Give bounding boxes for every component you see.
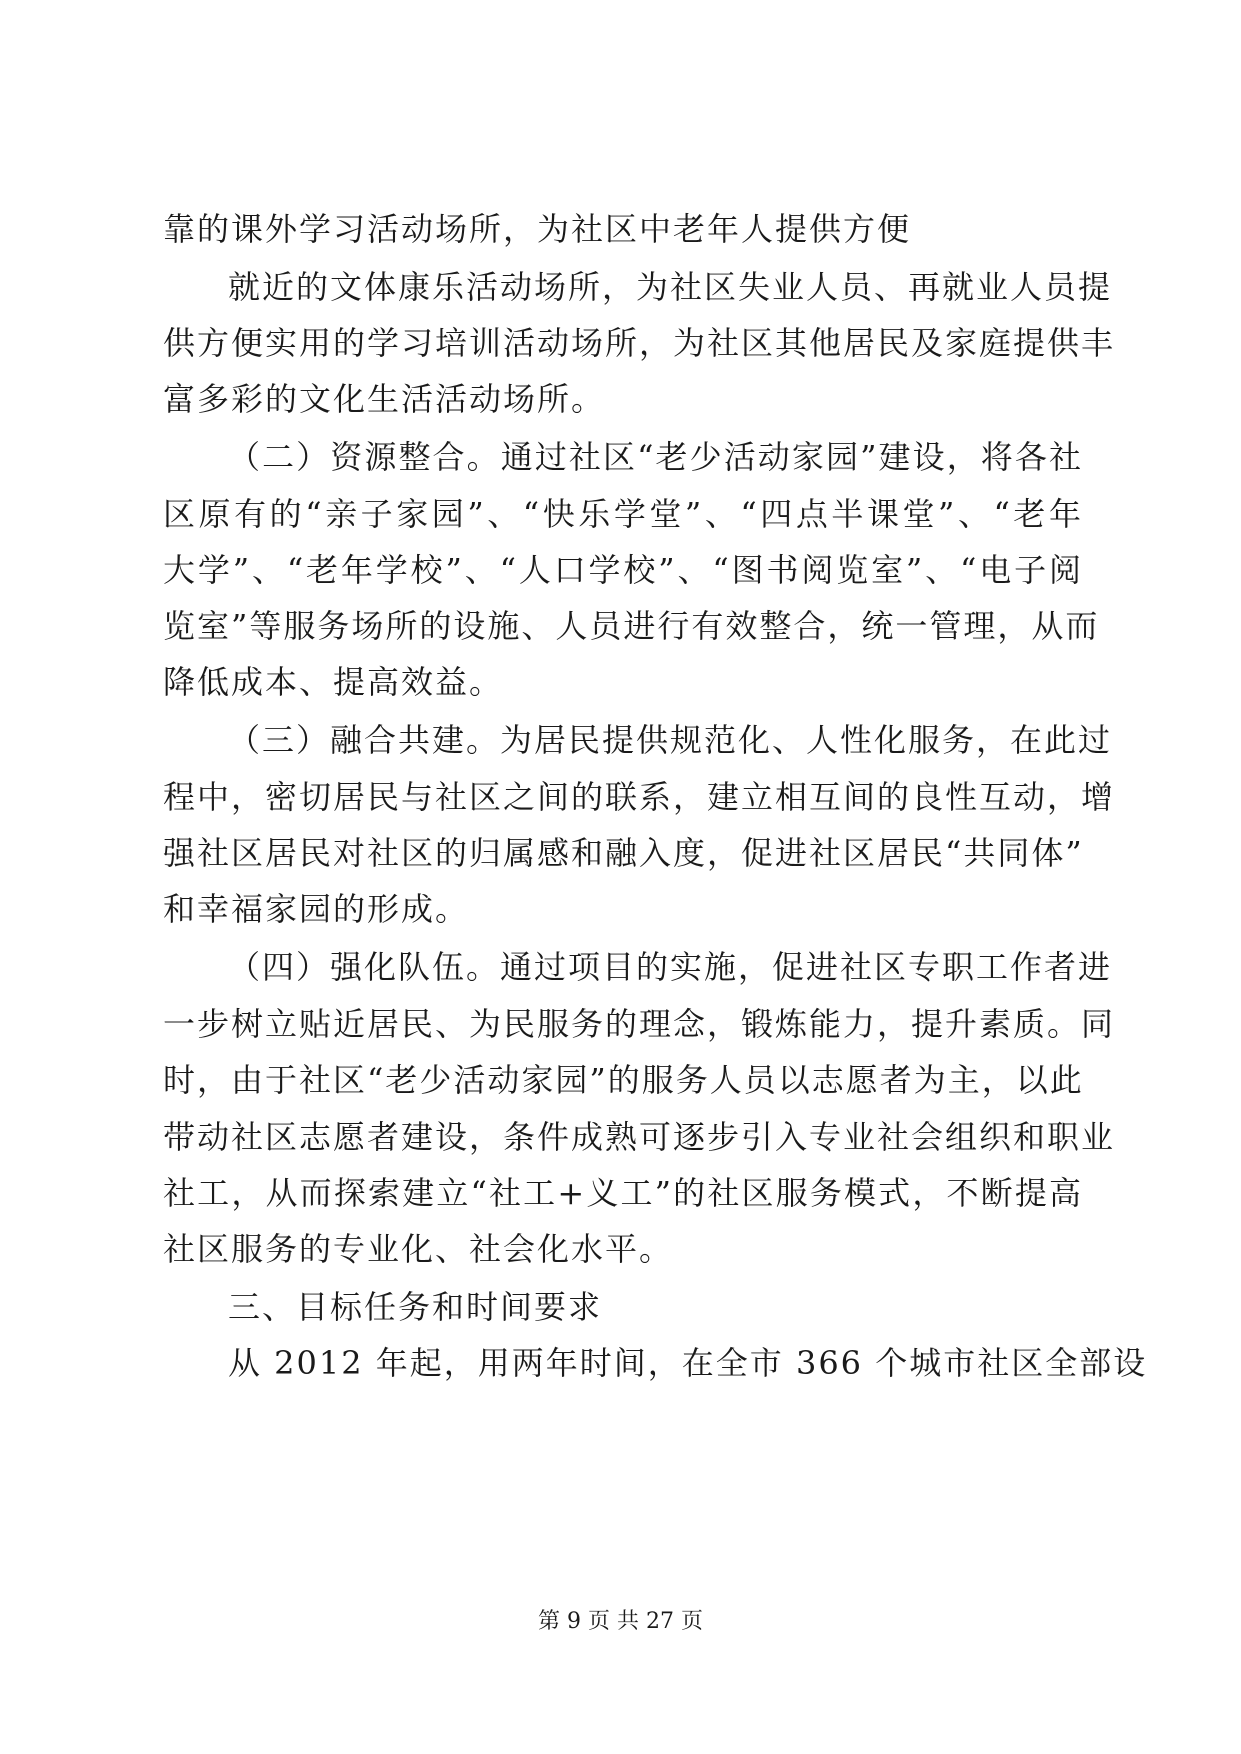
text-line: 富多彩的文化生活活动场所。 [163, 380, 606, 418]
text-line: （三）融合共建。为居民提供规范化、人性化服务，在此过 [228, 721, 1113, 759]
text-line: （二）资源整合。通过社区“老少活动家园”建设，将各社 [228, 438, 1083, 476]
text-line: 从 2012 年起，用两年时间，在全市 366 个城市社区全部设 [228, 1344, 1148, 1382]
text-line: 社工，从而探索建立“社工+义工”的社区服务模式，不断提高 [163, 1174, 1083, 1212]
section-heading: 三、目标任务和时间要求 [228, 1288, 603, 1326]
text-line: 带动社区志愿者建设，条件成熟可逐步引入专业社会组织和职业 [163, 1118, 1116, 1156]
page-footer: 第 9 页 共 27 页 [538, 1609, 703, 1634]
text-line: 时，由于社区“老少活动家园”的服务人员以志愿者为主，以此 [163, 1061, 1084, 1099]
text-line: 程中，密切居民与社区之间的联系，建立相互间的良性互动，增 [163, 778, 1116, 816]
text-line: 供方便实用的学习培训活动场所，为社区其他居民及家庭提供丰 [163, 324, 1116, 362]
text-line: 社区服务的专业化、社会化水平。 [163, 1230, 674, 1268]
text-line: 一步树立贴近居民、为民服务的理念，锻炼能力，提升素质。同 [163, 1005, 1116, 1043]
text-line: 强社区居民对社区的归属感和融入度，促进社区居民“共同体” [163, 834, 1084, 872]
text-line: 靠的课外学习活动场所，为社区中老年人提供方便 [163, 210, 912, 248]
text-line: 区原有的“亲子家园”、“快乐学堂”、“四点半课堂”、“老年 [163, 495, 1083, 533]
text-line: 降低成本、提高效益。 [163, 663, 504, 701]
text-line: 就近的文体康乐活动场所，为社区失业人员、再就业人员提 [228, 268, 1113, 306]
text-line: 和幸福家园的形成。 [163, 890, 470, 928]
text-line: 览室”等服务场所的设施、人员进行有效整合，统一管理，从而 [163, 607, 1100, 645]
text-line: （四）强化队伍。通过项目的实施，促进社区专职工作者进 [228, 948, 1113, 986]
text-line: 大学”、“老年学校”、“人口学校”、“图书阅览室”、“电子阅 [163, 551, 1083, 589]
